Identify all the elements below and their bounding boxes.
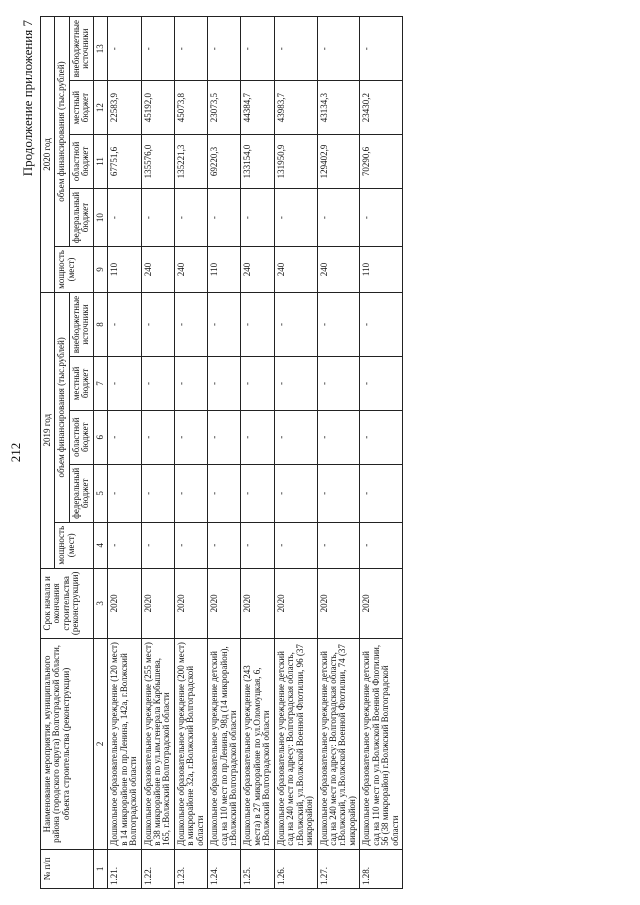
cell-o19: - — [317, 292, 360, 356]
off-2019-header: внебюджетные источники — [69, 292, 93, 356]
idx-5: 5 — [93, 464, 107, 522]
cell-o20: - — [241, 17, 274, 81]
cell-r20: 135221,3 — [174, 134, 207, 188]
cell-period: 2020 — [208, 568, 241, 638]
cell-cap19: - — [174, 522, 207, 568]
cell-name: Дошкольное образовательное учреждение (120 мест) в 14 микрорайоне по пр.Ленина, 142а, г.Волжский Волгоградской области — [108, 639, 141, 850]
cell-num: 1.21. — [108, 849, 141, 888]
cell-l20: 22583,9 — [108, 81, 141, 134]
idx-7: 7 — [93, 357, 107, 410]
table-row — [174, 17, 207, 889]
fed-2020-header: федеральный бюджет — [69, 188, 93, 246]
cap-2019-header: мощность (мест) — [55, 522, 93, 568]
table-row — [317, 17, 360, 889]
cell-cap19: - — [141, 522, 174, 568]
cell-period: 2020 — [141, 568, 174, 638]
loc-2019-header: местный бюджет — [69, 357, 93, 410]
year-2020-header: 2020 год — [41, 17, 55, 293]
cell-num: 1.25. — [241, 849, 274, 888]
cell-f19: - — [174, 464, 207, 522]
idx-10: 10 — [93, 188, 107, 246]
cell-num: 1.27. — [317, 849, 360, 888]
cell-name: Дошкольное образовательное учреждение (200 мест) в микрорайоне 32а, г.Волжский Волгоградской области — [174, 639, 207, 850]
cell-r20: 131950,9 — [274, 134, 317, 188]
col2-header: Наименование мероприятия, муниципального района (городского округа) Волгоградской области, объекта строительства (реконструкции) — [41, 639, 94, 850]
col3-header: Срок начала и окончания строительства (реконструкции) — [41, 568, 94, 638]
cell-o19: - — [108, 292, 141, 356]
idx-13: 13 — [93, 17, 107, 81]
cell-r20: 70290,6 — [360, 134, 403, 188]
table-row — [274, 17, 317, 889]
data-table — [40, 16, 403, 889]
cell-period: 2020 — [174, 568, 207, 638]
cell-l20: 44384,7 — [241, 81, 274, 134]
cell-name: Дошкольное образовательное учреждение детский сад на 240 мест по адресу: Волгоградская область, г.Волжский, ул.Волжской Военной Флотилии, 74 (37 микрорайон) — [317, 639, 360, 850]
cell-r19: - — [141, 410, 174, 464]
cell-cap20: 240 — [317, 247, 360, 293]
cell-cap20: 110 — [360, 247, 403, 293]
cell-cap19: - — [241, 522, 274, 568]
cell-r19: - — [360, 410, 403, 464]
cell-cap19: - — [208, 522, 241, 568]
cell-f20: - — [174, 188, 207, 246]
cell-f19: - — [317, 464, 360, 522]
cell-num: 1.23. — [174, 849, 207, 888]
cell-l19: - — [174, 357, 207, 410]
cell-o19: - — [241, 292, 274, 356]
cell-r20: 67751,6 — [108, 134, 141, 188]
cell-l20: 23430,2 — [360, 81, 403, 134]
cell-r20: 69220,3 — [208, 134, 241, 188]
reg-2020-header: областной бюджет — [69, 134, 93, 188]
cell-f19: - — [141, 464, 174, 522]
cell-r19: - — [174, 410, 207, 464]
cell-o20: - — [274, 17, 317, 81]
cell-o19: - — [174, 292, 207, 356]
cell-period: 2020 — [241, 568, 274, 638]
cell-num: 1.22. — [141, 849, 174, 888]
reg-2019-header: областной бюджет — [69, 410, 93, 464]
cell-f20: - — [241, 188, 274, 246]
cell-name: Дошкольное образовательное учреждение детский сад на 110 мест по ул.Волжской Военной Флотилии, 56 (38 микрорайон) г.Волжский Волгоградской области — [360, 639, 403, 850]
cell-l19: - — [208, 357, 241, 410]
cell-cap19: - — [108, 522, 141, 568]
cell-o19: - — [274, 292, 317, 356]
fin-2019-header: объем финансирования (тыс.рублей) — [55, 292, 69, 522]
cell-o19: - — [141, 292, 174, 356]
cell-o19: - — [208, 292, 241, 356]
idx-1: 1 — [93, 849, 107, 888]
cell-r20: 133154,0 — [241, 134, 274, 188]
cell-num: 1.28. — [360, 849, 403, 888]
cell-l19: - — [274, 357, 317, 410]
cell-f20: - — [208, 188, 241, 246]
idx-2: 2 — [93, 639, 107, 850]
cell-period: 2020 — [274, 568, 317, 638]
cell-cap20: 110 — [108, 247, 141, 293]
cell-r20: 129402,9 — [317, 134, 360, 188]
cell-r19: - — [108, 410, 141, 464]
continuation-note: Продолжение приложения 7 — [20, 20, 35, 177]
cell-name: Дошкольное образовательное учреждение детский сад на 240 мест по адресу: Волгоградская область, г.Волжский, ул.Волжской Военной Флотилии, 96 (37 микрорайон) — [274, 639, 317, 850]
idx-9: 9 — [93, 247, 107, 293]
cell-f20: - — [274, 188, 317, 246]
cell-l20: 43983,7 — [274, 81, 317, 134]
off-2020-header: внебюджетные источники — [69, 17, 93, 81]
cap-2020-header: мощность (мест) — [55, 247, 93, 293]
cell-l20: 23073,5 — [208, 81, 241, 134]
table-row — [241, 17, 274, 889]
cell-r20: 135576,0 — [141, 134, 174, 188]
cell-period: 2020 — [360, 568, 403, 638]
idx-11: 11 — [93, 134, 107, 188]
cell-f20: - — [360, 188, 403, 246]
cell-l20: 45073,8 — [174, 81, 207, 134]
cell-o20: - — [208, 17, 241, 81]
cell-cap20: 240 — [241, 247, 274, 293]
table-row — [141, 17, 174, 889]
cell-l19: - — [241, 357, 274, 410]
year-2019-header: 2019 год — [41, 292, 55, 568]
cell-r19: - — [317, 410, 360, 464]
cell-l19: - — [141, 357, 174, 410]
col1-header: № п/п — [41, 849, 94, 888]
loc-2020-header: местный бюджет — [69, 81, 93, 134]
cell-cap20: 110 — [208, 247, 241, 293]
cell-o20: - — [108, 17, 141, 81]
cell-num: 1.24. — [208, 849, 241, 888]
cell-f19: - — [274, 464, 317, 522]
index-row — [93, 17, 107, 889]
cell-period: 2020 — [317, 568, 360, 638]
cell-name: Дошкольное образовательное учреждение (255 мест) в 38 микрорайоне по ул.им.генерала Карбышева, 165, г.Волжский Волгоградской области — [141, 639, 174, 850]
cell-f19: - — [208, 464, 241, 522]
cell-l19: - — [360, 357, 403, 410]
cell-o19: - — [360, 292, 403, 356]
cell-r19: - — [208, 410, 241, 464]
cell-f20: - — [317, 188, 360, 246]
cell-cap19: - — [317, 522, 360, 568]
table-row — [208, 17, 241, 889]
cell-l19: - — [317, 357, 360, 410]
page-number: 212 — [8, 442, 23, 463]
idx-4: 4 — [93, 522, 107, 568]
cell-o20: - — [174, 17, 207, 81]
fin-2020-header: объем финансирования (тыс.рублей) — [55, 17, 69, 247]
cell-name: Дошкольное образовательное учреждение детский сад на 110 мест по пр.Ленина, 98д (14 микрорайон), г.Волжский Волгоградской области — [208, 639, 241, 850]
idx-3: 3 — [93, 568, 107, 638]
idx-12: 12 — [93, 81, 107, 134]
fed-2019-header: федеральный бюджет — [69, 464, 93, 522]
cell-cap20: 240 — [141, 247, 174, 293]
cell-num: 1.26. — [274, 849, 317, 888]
cell-o20: - — [317, 17, 360, 81]
cell-l20: 43134,3 — [317, 81, 360, 134]
cell-f19: - — [108, 464, 141, 522]
cell-f19: - — [241, 464, 274, 522]
idx-8: 8 — [93, 292, 107, 356]
cell-o20: - — [360, 17, 403, 81]
cell-cap19: - — [274, 522, 317, 568]
cell-r19: - — [274, 410, 317, 464]
cell-l19: - — [108, 357, 141, 410]
cell-l20: 45192,0 — [141, 81, 174, 134]
cell-cap20: 240 — [274, 247, 317, 293]
table-row — [360, 17, 403, 889]
cell-cap19: - — [360, 522, 403, 568]
cell-f20: - — [108, 188, 141, 246]
cell-name: Дошкольное образовательное учреждение (243 места) в 27 микрорайоне по ул.Оломоуцкая, 6, г.Волжский Волгоградской области — [241, 639, 274, 850]
cell-cap20: 240 — [174, 247, 207, 293]
table-row — [108, 17, 141, 889]
cell-f19: - — [360, 464, 403, 522]
idx-6: 6 — [93, 410, 107, 464]
cell-period: 2020 — [108, 568, 141, 638]
cell-f20: - — [141, 188, 174, 246]
cell-o20: - — [141, 17, 174, 81]
cell-r19: - — [241, 410, 274, 464]
